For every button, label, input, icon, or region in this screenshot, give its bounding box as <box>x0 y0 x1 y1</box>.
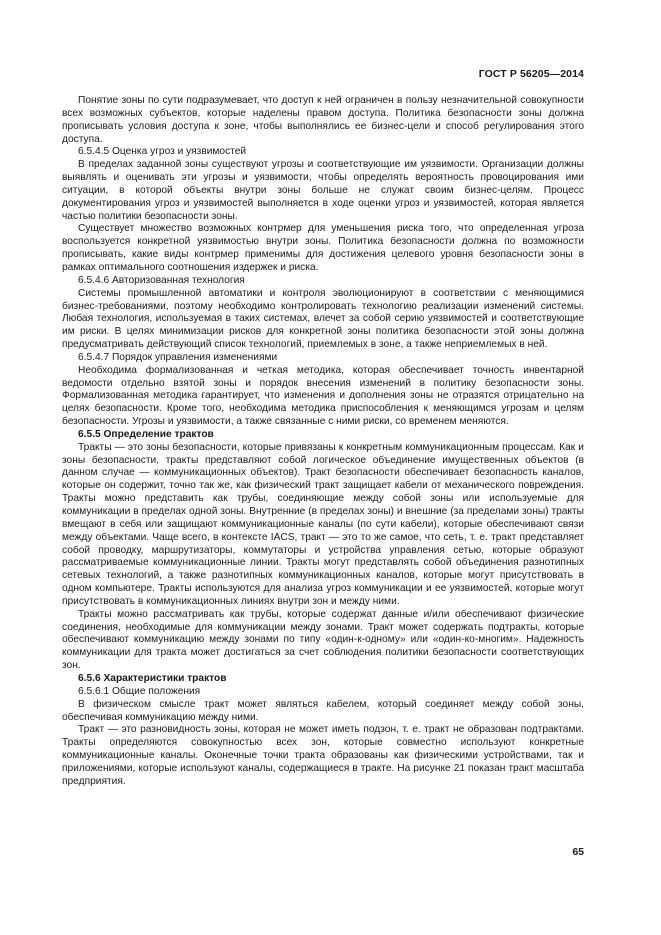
paragraph-technology: Системы промышленной автоматики и контроля эволюционируют в соответствии с меняющимися бизнес-требованиями, поэтому необходимо контролировать технологию реализации изменений системы. Любая технология, используемая в таких системах, влечет за собой серию уязвимостей и соответствующие им риски. В целях минимизации рисков для конкретной зоны политика безопасности этой зоны должна предусматривать действующий список технологий, приемлемых в зоне, а также неприемлемых в ней. <box>62 287 584 351</box>
paragraph-countermeasures: Существует множество возможных контрмер для уменьшения риска того, что определенная угроза воспользуется конкретной уязвимостью внутри зоны. Политика безопасности должна по возможности прописывать, какие виды контрмер применимы для достижения целевого уровня безопасности зоны в рамках оптимального соотношения издержек и риска. <box>62 223 584 273</box>
paragraph-conduits-definition: Тракты — это зоны безопасности, которые привязаны к конкретным коммуникационным процессам. Как и зоны безопасности, тракты представляют собой логическое объединение имущественных объектов (в данном случае — коммуникационных объектов). Тракт безопасности обеспечивает безопасность каналов, которые он содержит, точно так же, как физический тракт защищает кабели от механического повреждения. Тракты можно представить как трубы, соединяющие между собой зоны или используемые для коммуникации в пределах одной зоны. Внутренние (в пределах зоны) и внешние (за пределами зоны) тракты вмещают в себя или защищают коммуникационные каналы (по сути кабели), которые обеспечивают связи между объектами. Чаще всего, в контексте IACS, тракт — это то же самое, что сеть, т. е. тракт представляет собой проводку, маршрутизаторы, коммутаторы и устройства управления сетью, которые образуют рассматриваемые коммуникационные линии. Тракты могут представлять собой объединения разнотипных сетевых технологий, а также разнотипных коммуникационных каналов, которые могут присутствовать в одном компьютере. Тракты используются для анализа угроз коммуникации и ее уязвимостей, которые могут присутствовать в коммуникационных линиях внутри зон и между ними. <box>62 441 584 607</box>
paragraph-conduits-pipes: Тракты можно рассматривать как трубы, которые содержат данные и/или обеспечивают физические соединения, необходимые для коммуникации между зонами. Тракт может содержать подтракты, которые обеспечивают коммуникацию между зонами по типу «один-к-одному» или «один-ко-многим». Надежность коммуникации для тракта может достигаться за счет соблюдения политики безопасности соответствующих зон. <box>62 608 584 672</box>
document-header: ГОСТ Р 56205—2014 <box>478 68 584 80</box>
paragraph-change-management: Необходима формализованная и четкая методика, которая обеспечивает точность инвентарной ведомости отдельно взятой зоны и порядок внесения изменений в политику безопасности зоны. Формализованная методика гарантирует, что изменения и дополнения зоны не отразятся отрицательно на целях безопасности. Кроме того, необходима методика приспособления к меняющимся угрозам и целям безопасности. Угрозы и уязвимости, а также связанные с ними риски, со временем меняются. <box>62 364 584 428</box>
heading-655: 6.5.5 Определение трактов <box>78 428 214 440</box>
heading-656: 6.5.6 Характеристики трактов <box>78 672 227 684</box>
paragraph-zone-access: Понятие зоны по сути подразумевает, что доступ к ней ограничен в пользу незначительной совокупности всех возможных субъектов, которые наделены правом доступа. Политика безопасности зоны должна прописывать условия доступа к зоне, чтобы выполнялись ее бизнес-цели и способ регулирования этого доступа. <box>62 95 584 145</box>
paragraph-physical-conduit: В физическом смысле тракт может являться кабелем, который соединяет между собой зоны, обеспечивая коммуникацию между ними. <box>62 698 584 723</box>
paragraph-conduit-zone: Тракт — это разновидность зоны, которая не может иметь подзон, т. е. тракт не образован подтрактами. Тракты определяются совокупностью всех зон, которые совместно используют конкретные коммуникационные каналы. Оконечные точки тракта образованы как физическими устройствами, так и приложениями, которые используют каналы, содержащиеся в тракте. На рисунке 21 показан тракт масштаба предприятия. <box>62 724 584 787</box>
page-number: 65 <box>572 846 584 858</box>
heading-6546: 6.5.4.6 Авторизованная технология <box>78 274 245 286</box>
page-body <box>62 95 584 789</box>
paragraph-threats: В пределах заданной зоны существуют угрозы и соответствующие им уязвимости. Организации должны выявлять и оценивать эти угрозы и уязвимости, чтобы определять вероятность провоцирования ими ситуации, в которой объекты внутри зоны больше не служат своим бизнес-целям. Процесс документирования угроз и уязвимостей выполняется в ходе оценки угроз и уязвимостей, которая является частью политики безопасности зоны. <box>62 159 584 222</box>
heading-6547: 6.5.4.7 Порядок управления изменениями <box>78 351 278 363</box>
heading-6561: 6.5.6.1 Общие положения <box>78 685 201 697</box>
heading-6545: 6.5.4.5 Оценка угроз и уязвимостей <box>78 146 247 158</box>
